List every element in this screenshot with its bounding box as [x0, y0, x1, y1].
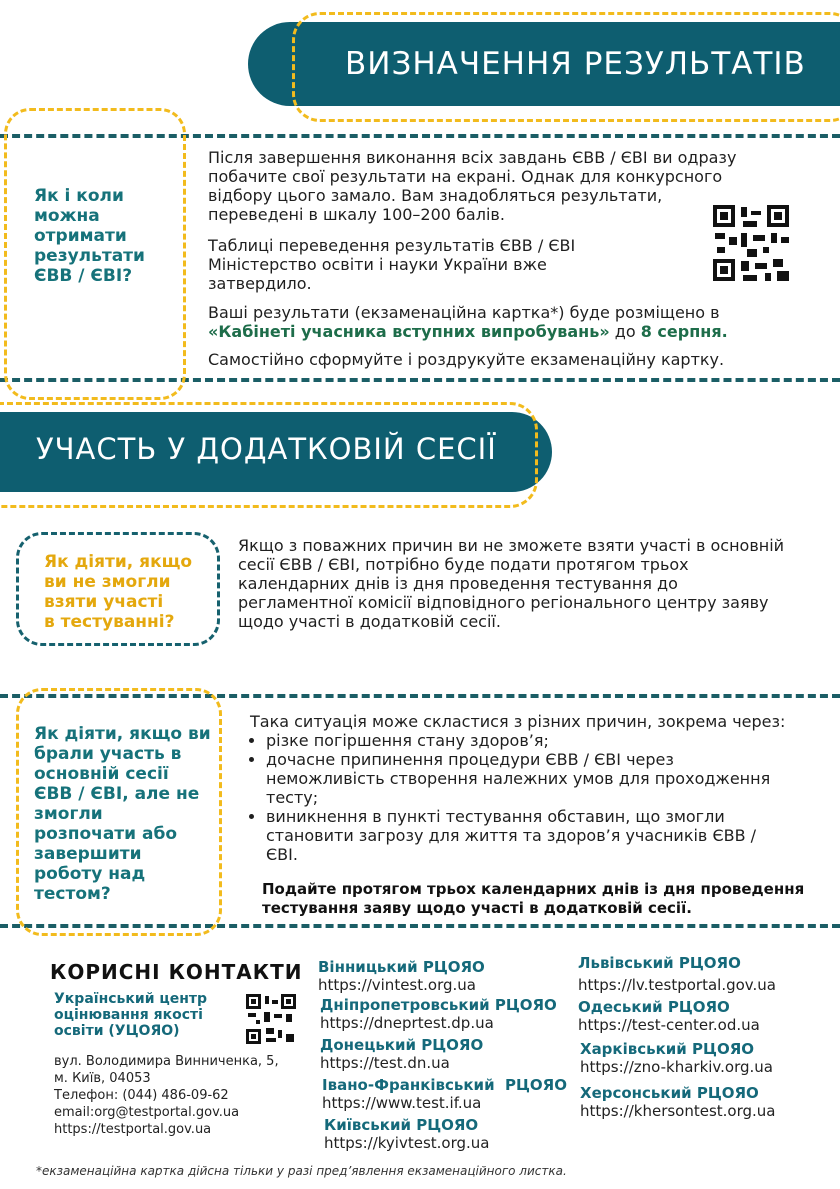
- deadline-date: 8 серпня.: [640, 322, 728, 341]
- regional-center: Харківський РЦОЯО https://zno-kharkiv.org.ua: [580, 1040, 773, 1076]
- results-paragraph-1: Після завершення виконання всіх завдань ЄВВ / ЄВІ ви одразу побачите свої результати на екрані. Однак для конкурсного відбору цього замало. Вам знадобляться результати, переведені в шкалу 100–200 балів.: [208, 148, 737, 224]
- results-paragraph-3: Ваші результати (екзаменаційна картка*) буде розміщено в «Кабінеті учасника вступних випробувань» до 8 серпня.: [208, 303, 728, 341]
- org-name: Український центр оцінювання якості освіти (УЦОЯО): [54, 991, 208, 1039]
- list-item: • різке погіршення стану здоров’я;: [266, 731, 830, 750]
- list-item: • дочасне припинення процедури ЄВВ / ЄВІ через неможливість створення належних умов для проходження тесту;: [266, 750, 830, 807]
- cabinet-link[interactable]: «Кабінеті учасника вступних випробувань»: [208, 322, 610, 341]
- regional-center-link[interactable]: https://kyivtest.org.ua: [324, 1134, 490, 1152]
- question-results: Як і коли можна отримати результати ЄВВ / ЄВІ?: [34, 186, 145, 286]
- answer-missed-test: Якщо з поважних причин ви не зможете взяти участі в основній сесії ЄВВ / ЄВІ, потрібно буде подати протягом трьох календарних днів із дня проведення тестування до регламентної комісії відповідного регіонального центру заяву щодо участі в додатковій сесії.: [238, 536, 785, 631]
- regional-center-link[interactable]: https://dneprtest.dp.ua: [320, 1014, 494, 1032]
- qr-code-icon[interactable]: [713, 205, 789, 281]
- regional-center-link[interactable]: https://zno-kharkiv.org.ua: [580, 1058, 773, 1076]
- question-missed-test: Як діяти, якщо ви не змогли взяти участі в тестуванні?: [44, 552, 193, 632]
- regional-center-link[interactable]: https://vintest.org.ua: [318, 976, 476, 994]
- results-paragraph-2: Таблиці переведення результатів ЄВВ / ЄВІ Міністерство освіти і науки України вже затвердило.: [208, 236, 576, 293]
- apply-notice: Подайте протягом трьох календарних днів із дня проведення тестування заяву щодо участі в додатковій сесії.: [262, 880, 805, 917]
- question-interrupted-test: Як діяти, якщо ви брали участь в основній сесії ЄВВ / ЄВІ, але не змогли розпочати або завершити роботу над тестом?: [34, 724, 211, 904]
- answer-intro: Така ситуація може скластися з різних причин, зокрема через:: [250, 712, 786, 731]
- regional-center: Дніпропетровський РЦОЯО https://dneprtest.dp.ua: [320, 996, 557, 1032]
- answer-interrupted-test: [250, 712, 830, 864]
- reasons-list: [240, 731, 830, 864]
- section1-title: ВИЗНАЧЕННЯ РЕЗУЛЬТАТІВ: [345, 46, 806, 82]
- regional-center-link[interactable]: https://test-center.od.ua: [578, 1016, 760, 1034]
- regional-center: Львівський РЦОЯО https://lv.testportal.gov.ua: [578, 954, 776, 994]
- results-paragraph-4: Самостійно сформуйте і роздрукуйте екзаменаційну картку.: [208, 350, 725, 369]
- regional-center-link[interactable]: https://www.test.if.ua: [322, 1094, 482, 1112]
- footnote: *екзаменаційна картка дійсна тільки у разі пред’явлення екзаменаційного листка.: [36, 1164, 567, 1178]
- regional-center: Івано-Франківський РЦОЯО https://www.test.if.ua: [322, 1076, 567, 1112]
- regional-center-link[interactable]: https://lv.testportal.gov.ua: [578, 976, 776, 994]
- regional-center: Вінницький РЦОЯО https://vintest.org.ua: [318, 958, 485, 994]
- org-website[interactable]: https://testportal.gov.ua: [54, 1122, 212, 1137]
- regional-center-link[interactable]: https://test.dn.ua: [320, 1054, 450, 1072]
- regional-center: Донецький РЦОЯО https://test.dn.ua: [320, 1036, 484, 1072]
- contacts-title: КОРИСНІ КОНТАКТИ: [50, 960, 303, 984]
- section2-title: УЧАСТЬ У ДОДАТКОВІЙ СЕСІЇ: [36, 432, 497, 466]
- regional-center: Одеський РЦОЯО https://test-center.od.ua: [578, 998, 760, 1034]
- regional-center-link[interactable]: https://khersontest.org.ua: [580, 1102, 776, 1120]
- list-item: • виникнення в пункті тестування обставин, що змогли становити загрозу для життя та здоров’я учасників ЄВВ / ЄВІ.: [266, 807, 830, 864]
- regional-center: Херсонський РЦОЯО https://khersontest.org.ua: [580, 1084, 776, 1120]
- regional-center: Київський РЦОЯО https://kyivtest.org.ua: [324, 1116, 490, 1152]
- qr-code-icon[interactable]: [246, 994, 296, 1044]
- org-email[interactable]: email:org@testportal.gov.ua: [54, 1105, 240, 1120]
- org-address: вул. Володимира Винниченка, 5, м. Київ, 04053 Телефон: (044) 486-09-62 email:org@testportal.gov.ua https://testportal.gov.ua: [54, 1054, 279, 1137]
